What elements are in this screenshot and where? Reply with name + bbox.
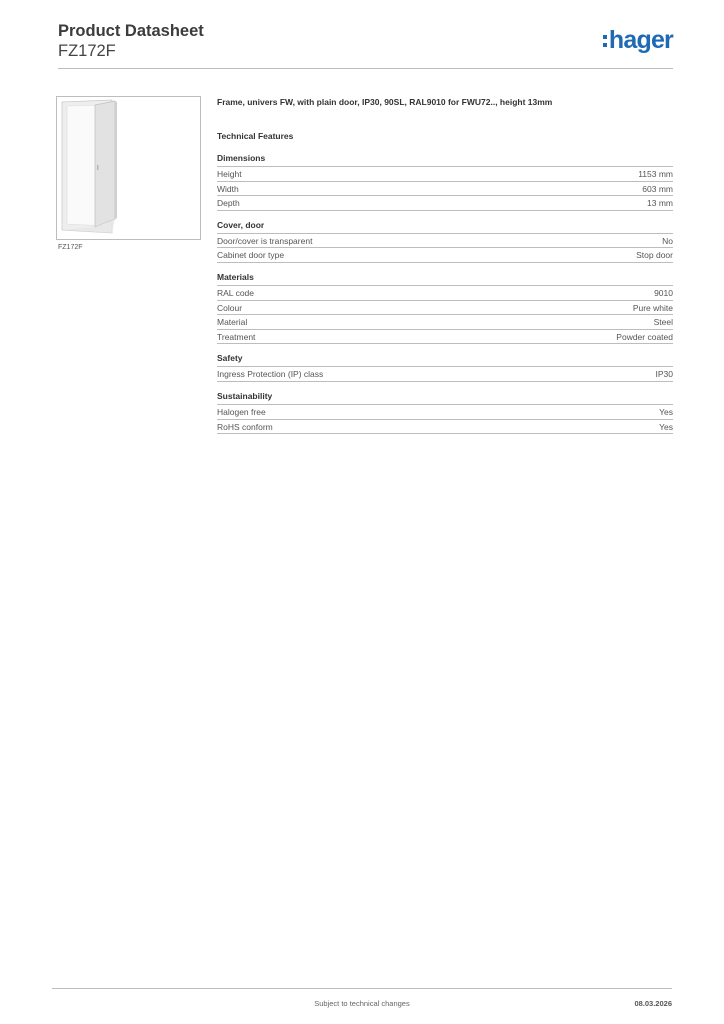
spec-row <box>217 420 673 435</box>
spec-label: Treatment <box>217 331 256 342</box>
spec-value: Pure white <box>632 302 673 313</box>
section-safety <box>217 352 673 382</box>
spec-row <box>217 286 673 301</box>
spec-value: 1153 mm <box>638 169 673 179</box>
section-sustainability <box>217 390 673 434</box>
section-dimensions <box>217 152 673 211</box>
spec-value: IP30 <box>655 369 673 380</box>
section-cover-door <box>217 219 673 263</box>
spec-row <box>217 405 673 420</box>
spec-value: Powder coated <box>616 331 673 342</box>
product-description: Frame, univers FW, with plain door, IP30, 90SL, RAL9010 for FWU72.., height 13mm <box>217 97 553 107</box>
image-caption: FZ172F <box>58 244 83 251</box>
spec-row <box>217 315 673 330</box>
spec-value: Yes <box>659 421 673 432</box>
spec-label: RoHS conform <box>217 421 273 432</box>
spec-row <box>217 234 673 249</box>
spec-label: RAL code <box>217 287 255 298</box>
spec-label: Width <box>217 183 239 194</box>
section-title: Safety <box>217 352 673 367</box>
spec-label: Cabinet door type <box>217 250 285 261</box>
spec-value: No <box>662 235 673 246</box>
section-title: Dimensions <box>217 152 673 167</box>
spec-value: 13 mm <box>647 198 673 209</box>
header-divider <box>58 68 673 69</box>
footer-date: 08.03.2026 <box>634 999 672 1008</box>
spec-value: 9010 <box>654 287 673 298</box>
spec-value: Stop door <box>636 250 673 261</box>
section-materials <box>217 271 673 344</box>
spec-row <box>217 367 673 382</box>
footer-note: Subject to technical changes <box>314 999 410 1008</box>
spec-label: Ingress Protection (IP) class <box>217 369 324 380</box>
spec-label: Halogen free <box>217 406 266 417</box>
spec-row <box>217 301 673 316</box>
datasheet-content <box>217 96 673 434</box>
spec-value: Yes <box>659 406 673 417</box>
spec-value: 603 mm <box>642 183 673 194</box>
spec-row <box>217 330 673 345</box>
spec-row <box>217 167 673 182</box>
product-code: FZ172F <box>58 42 116 60</box>
spec-label: Depth <box>217 198 240 209</box>
logo-colon-icon <box>603 35 607 47</box>
spec-label: Colour <box>217 302 243 313</box>
section-title: Cover, door <box>217 219 673 234</box>
spec-value: Steel <box>653 317 673 328</box>
spec-row <box>217 248 673 263</box>
spec-label: Door/cover is transparent <box>217 235 313 246</box>
document-title: Product Datasheet <box>58 22 204 40</box>
spec-row <box>217 182 673 197</box>
section-title: Materials <box>217 271 673 286</box>
page-header <box>58 20 673 70</box>
spec-label: Height <box>217 169 242 179</box>
logo-text: hager <box>608 26 673 54</box>
section-title: Sustainability <box>217 390 673 405</box>
product-image <box>56 96 201 240</box>
technical-features-title: Technical Features <box>217 131 294 141</box>
spec-label: Material <box>217 317 248 328</box>
hager-logo <box>603 28 673 56</box>
footer-divider <box>52 988 672 989</box>
spec-row <box>217 196 673 211</box>
white-door-frame-icon <box>57 97 200 239</box>
